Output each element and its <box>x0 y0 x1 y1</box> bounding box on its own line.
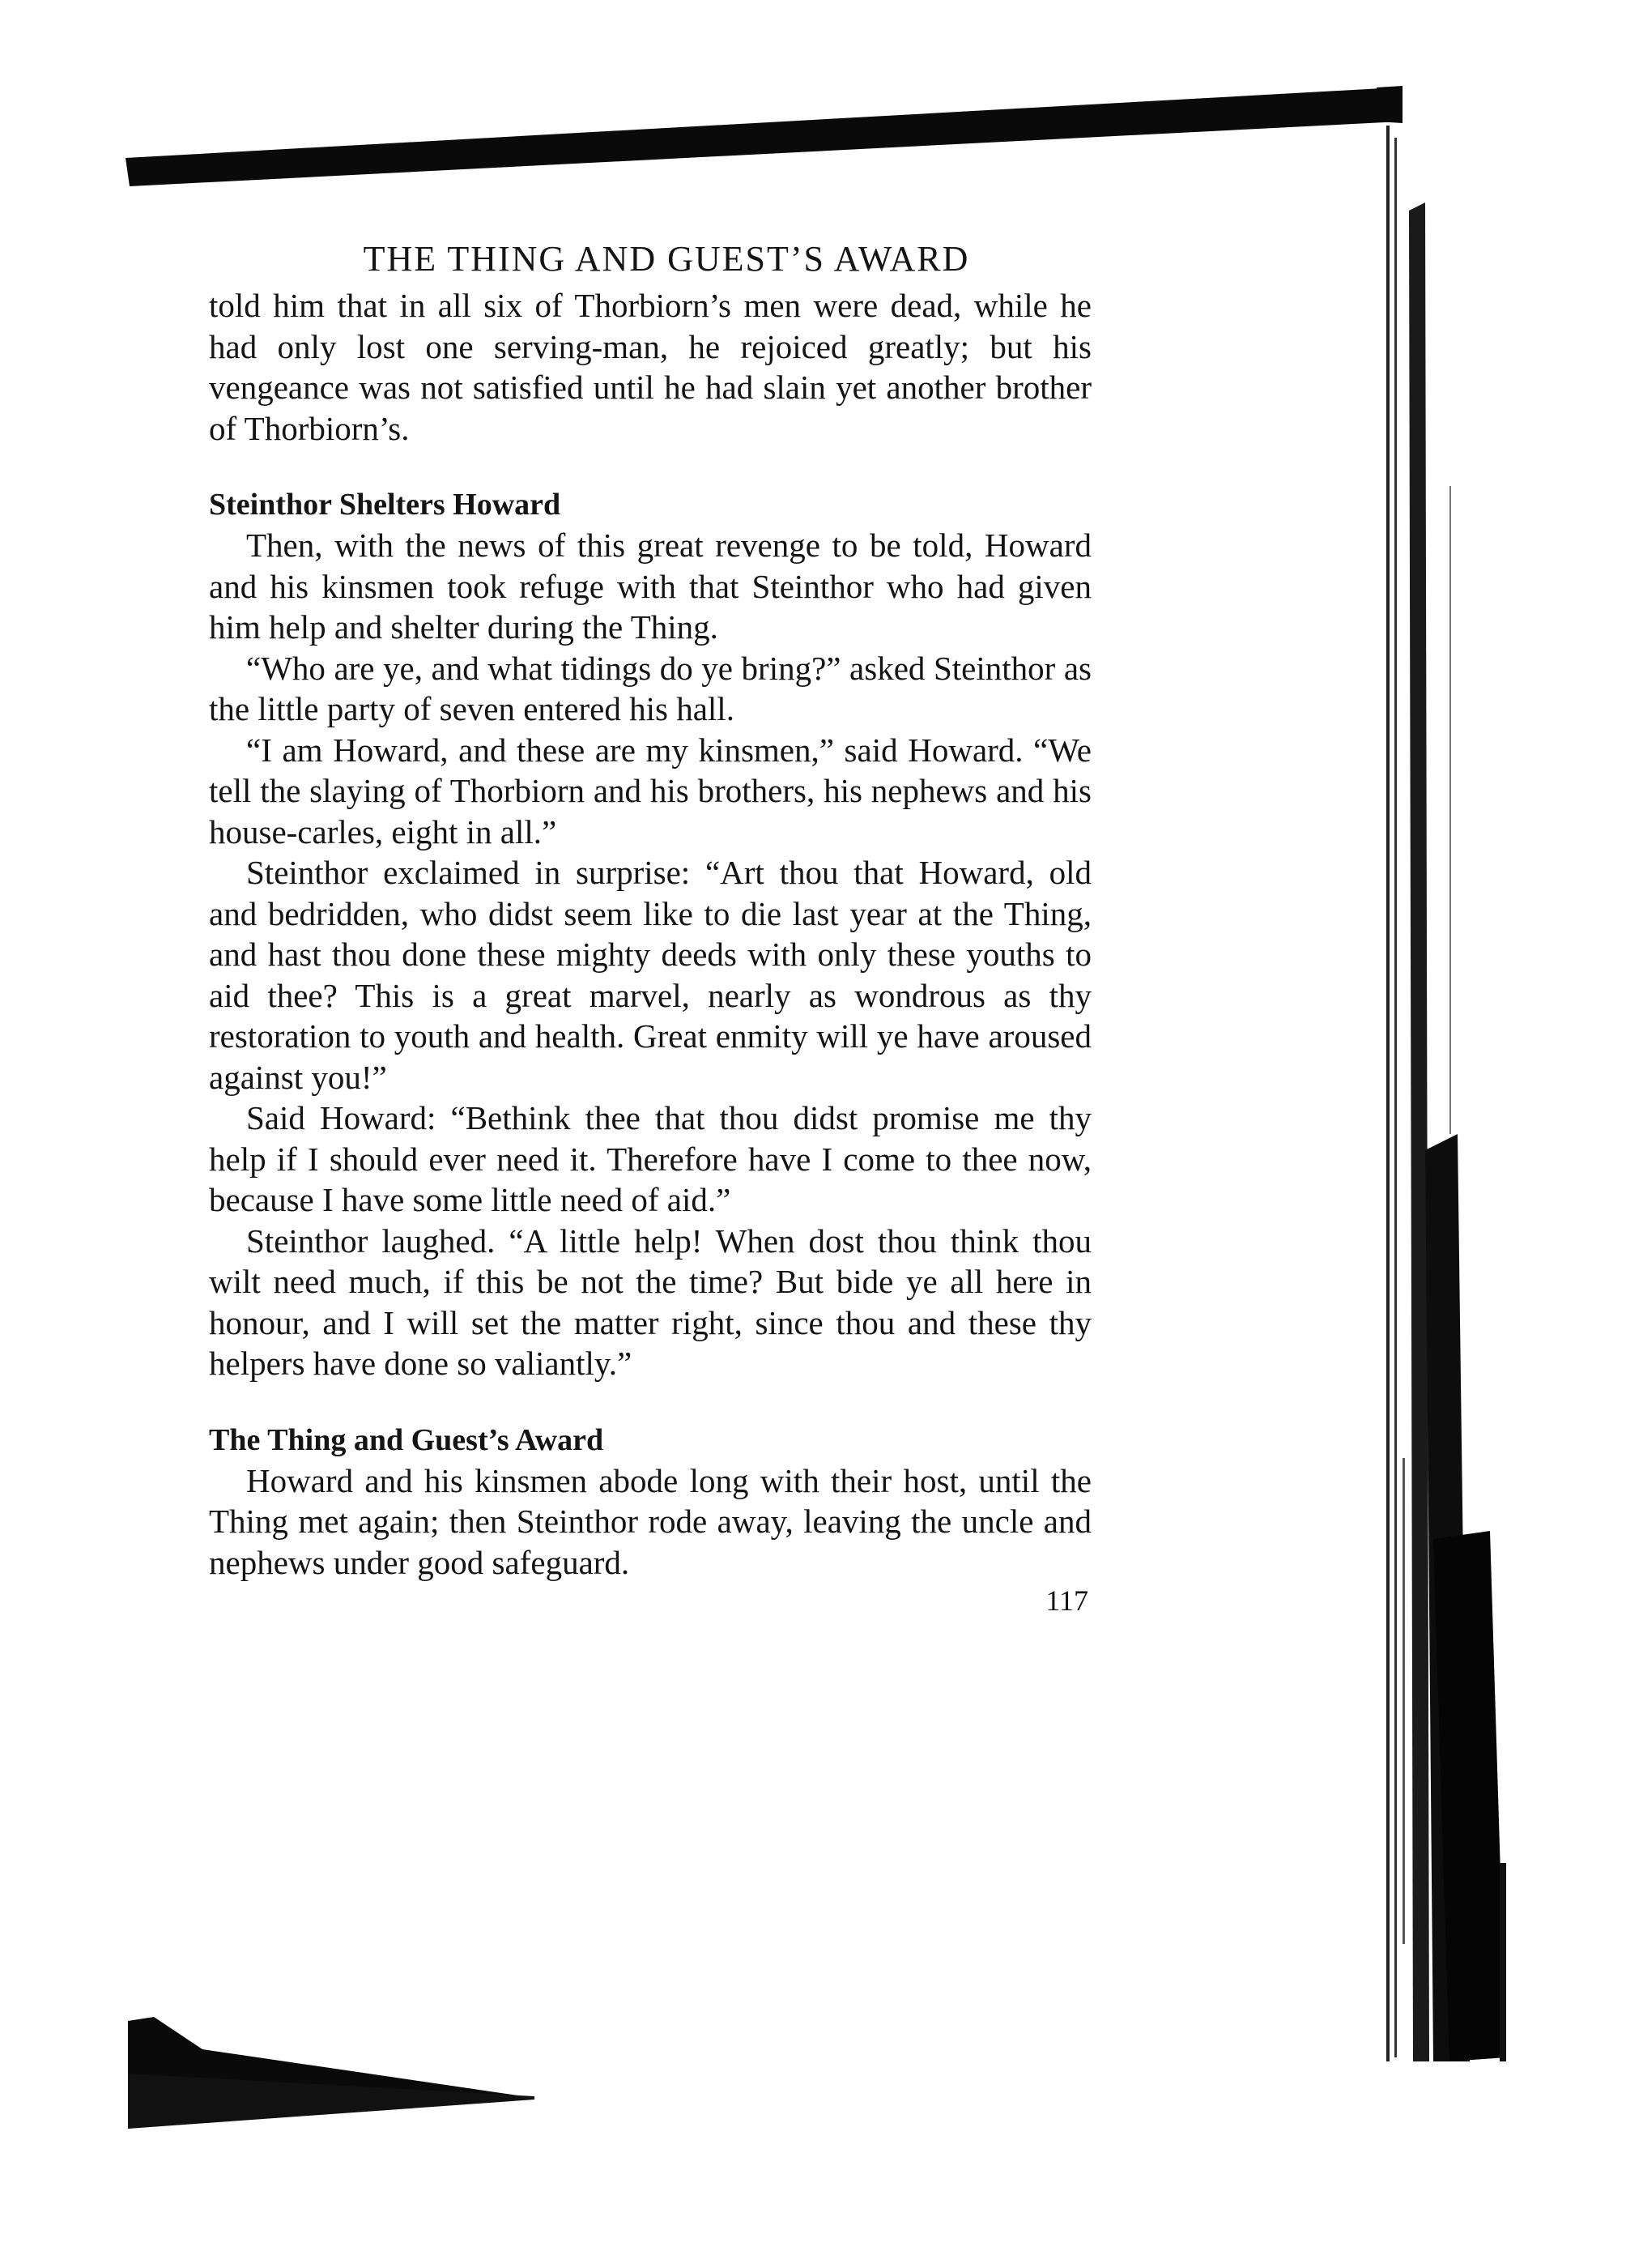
running-head: THE THING AND GUEST’S AWARD <box>363 239 970 279</box>
paragraph: Then, with the news of this great revenge to be told, Howard and his kinsmen took refuge with that Steinthor who had given him help and shelter during the Thing. <box>209 526 1092 646</box>
section-heading: Steinthor Shelters Howard <box>209 488 561 522</box>
page-number: 117 <box>1045 1584 1088 1617</box>
section-heading: The Thing and Guest’s Award <box>209 1422 604 1457</box>
paragraph: “I am Howard, and these are my kinsmen,” said Howard. “We tell the slaying of Thorbiorn and his brothers, his nephews and his house-carles, eight in all.” <box>209 731 1092 850</box>
top-scan-shadow <box>126 87 1401 186</box>
text-block <box>209 235 1092 1618</box>
paragraph: Steinthor laughed. “A little help! When dost thou think thou wilt need much, if this be not the time? But bide ye all here in honour, and I will set the matter right, since thou and these thy helpers have done so valiantly.” <box>209 1221 1092 1382</box>
paragraph: “Who are ye, and what tidings do ye bring?” asked Steinthor as the little party of seven entered his hall. <box>209 649 1092 727</box>
bottom-scan-shadow <box>128 2017 534 2122</box>
paragraph: Howard and his kinsmen abode long with their host, until the Thing met again; then Steinthor rode away, leaving the uncle and nephews under good safeguard. <box>209 1461 1092 1581</box>
paragraph: Steinthor exclaimed in surprise: “Art thou that Howard, old and bedridden, who didst seem like to die last year at the Thing, and hast thou done these mighty deeds with only these youths to aid thee? This is a great marvel, nearly as wondrous as thy restoration to youth and health. Great enmity will ye have aroused against you!” <box>209 854 1092 1096</box>
paragraph: told him that in all six of Thorbiorn’s men were dead, while he had only lost one serving-man, he rejoiced greatly; but his vengeance was not satisfied until he had slain yet another brother of Thorbiorn’s. <box>209 287 1092 447</box>
right-scan-shadow <box>1386 126 1506 2061</box>
paragraph: Said Howard: “Bethink thee that thou didst promise me thy help if I should ever need it. Therefore have I come to thee now, because I have some little need of aid.” <box>209 1099 1092 1218</box>
